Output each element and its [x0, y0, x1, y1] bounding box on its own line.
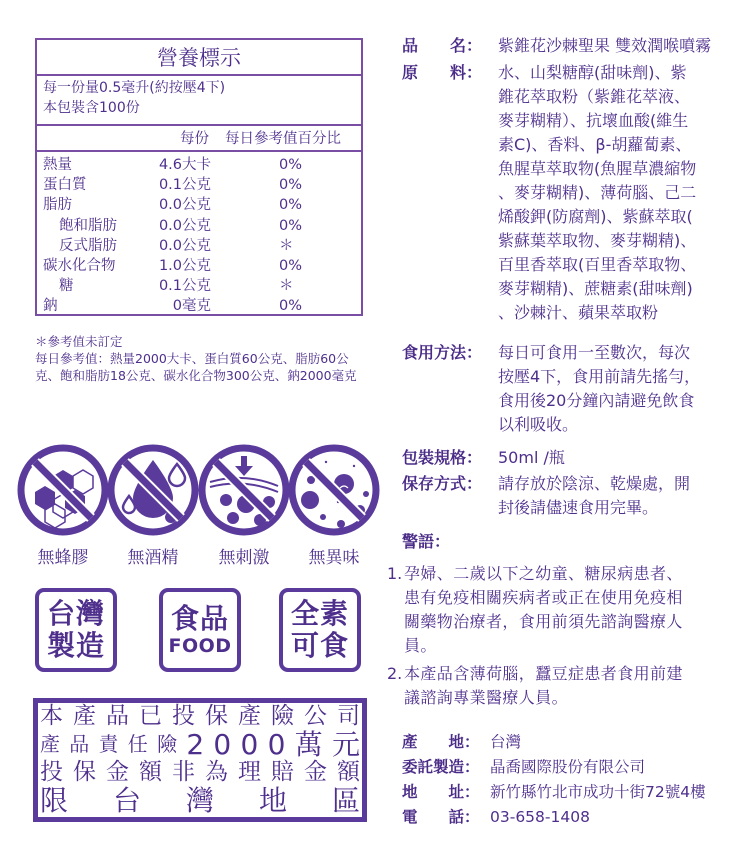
- text-line: 孕婦、二歲以下之幼童、糖尿病患者、: [404, 564, 683, 583]
- nutrient-amount: 0.0公克: [158, 237, 211, 254]
- insurance-char: 任: [127, 732, 148, 756]
- text-line: 關藥物治療者，食用前須先諮詢醫療人: [404, 612, 683, 631]
- text-line: 議諮詢專業醫療人員。: [404, 688, 569, 707]
- insurance-char: 投: [40, 759, 63, 785]
- warning-1: [387, 562, 732, 658]
- text-line: 患有免疫相關疾病者或正在使用免疫相: [404, 588, 683, 607]
- text-line: 紫蘇葉萃取物、麥芽糊精)、: [498, 231, 697, 250]
- insurance-char: 0: [267, 728, 286, 761]
- nutrient-name: 碳水化合物: [43, 257, 116, 274]
- nutrient-amount: 0.1公克: [158, 177, 211, 194]
- header-daily-pct: 每日參考值百分比: [225, 131, 341, 147]
- insurance-char: 產: [238, 703, 261, 729]
- insurance-notice: [33, 698, 367, 822]
- origin-field: [402, 730, 742, 754]
- insurance-char: 產: [40, 732, 60, 756]
- badge-text: 可食: [290, 629, 349, 662]
- phone-value: 03-658-1408: [490, 808, 590, 826]
- insurance-char: 品: [69, 732, 90, 756]
- nutrient-daily-pct: ＊: [279, 278, 294, 295]
- address-value: 新竹縣竹北市成功十街72號4樓: [490, 783, 706, 801]
- product-name-label: 品 名：: [402, 36, 483, 55]
- insurance-line-2: [40, 728, 360, 761]
- product-name-value: 紫錐花沙棘聖果 雙效潤喉噴霧: [498, 36, 712, 55]
- text-line: 本產品含薄荷腦，蠶豆症患者食用前建: [404, 664, 683, 683]
- text-line: 按壓4下，食用前請先搖勻，: [498, 367, 701, 386]
- insurance-char: 區: [331, 784, 360, 817]
- insurance-char: 保: [73, 759, 96, 785]
- usage-field: [402, 341, 742, 437]
- usage-label: 食用方法：: [402, 343, 483, 362]
- servings-per-pack: 本包裝含100份: [43, 100, 140, 116]
- no-odor-icon: [286, 442, 382, 538]
- nutrient-daily-pct: 0%: [279, 177, 303, 194]
- text-line: 烯酸鉀(防腐劑)、紫蘇萃取(: [498, 207, 693, 226]
- warning-2: [387, 662, 732, 710]
- warning-number: 2.: [387, 664, 403, 683]
- insurance-char: 險: [157, 732, 178, 756]
- insurance-char: 本: [40, 703, 63, 729]
- insurance-char: 0: [240, 728, 259, 761]
- nutrition-notes: [35, 333, 370, 384]
- nutrient-name: 脂肪: [43, 197, 72, 214]
- insurance-line-3: [40, 759, 360, 787]
- insurance-line-1: [40, 703, 360, 731]
- food-badge: [159, 588, 241, 672]
- insurance-char: 灣: [185, 784, 214, 817]
- nutrient-daily-pct: 0%: [279, 157, 303, 173]
- nutrient-daily-pct: 0%: [279, 257, 303, 274]
- badge-text: 全素: [290, 597, 349, 630]
- vegan-badge: [279, 588, 361, 672]
- text-line: 麥芽糊精)、蔗糖素(甜味劑): [498, 279, 693, 298]
- text-line: 水、山梨糖醇(甜味劑)、紫: [498, 63, 687, 82]
- insurance-char: 險: [271, 703, 294, 729]
- product-name-field: [402, 34, 742, 58]
- manufacturer-value: 晶喬國際股份有限公司: [490, 758, 646, 776]
- nutrition-facts-table: [35, 38, 363, 316]
- serving-info: [37, 76, 361, 126]
- insurance-char: 萬: [294, 728, 323, 761]
- icon-label-no-alcohol: 無酒精: [127, 548, 179, 568]
- insurance-char: 台: [112, 784, 141, 817]
- nutrition-row: [37, 195, 361, 215]
- insurance-char: 責: [98, 732, 119, 756]
- insurance-char: 非: [172, 759, 195, 785]
- text-line: 麥芽糊精）、抗壞血酸(維生: [498, 111, 689, 130]
- no-irritation-icon: [196, 442, 292, 538]
- origin-label: 產 地：: [402, 733, 480, 751]
- text-line: 素C)、香料、β-胡蘿蔔素、: [498, 135, 692, 154]
- nutrient-amount: 0.0公克: [158, 197, 211, 214]
- note-reference: 每日參考值：熱量2000大卡、蛋白質60公克、脂肪60公克、飽和脂肪18公克、碳水化合物300公克、鈉2000毫克: [35, 351, 357, 383]
- nutrient-name: 反式脂肪: [59, 237, 117, 254]
- nutrient-daily-pct: 0%: [279, 217, 303, 234]
- nutrient-daily-pct: 0%: [279, 197, 303, 214]
- nutrient-name: 鈉: [43, 298, 58, 315]
- package-value: 50ml /瓶: [498, 448, 565, 467]
- note-asterisk: ＊參考值未訂定: [35, 334, 123, 349]
- nutrition-row: [37, 155, 361, 175]
- phone-field: [402, 805, 742, 829]
- nutrition-title: 營養標示: [37, 40, 361, 76]
- text-line: 食用後20分鐘內請避免飲食: [498, 391, 695, 410]
- warning-text: [404, 662, 732, 710]
- nutrient-name: 熱量: [43, 157, 72, 173]
- insurance-char: 為: [205, 759, 228, 785]
- text-line: 請存放於陰涼、乾燥處，開: [498, 474, 691, 493]
- nutrient-daily-pct: ＊: [279, 237, 294, 254]
- nutrition-row: [37, 276, 361, 296]
- badge-text: 製造: [46, 629, 105, 662]
- insurance-char: 元: [331, 728, 360, 761]
- insurance-char: 產: [73, 703, 96, 729]
- nutrition-row: [37, 256, 361, 276]
- insurance-char: 2: [186, 728, 205, 761]
- badge-text: 台灣: [46, 597, 105, 630]
- insurance-char: 金: [106, 759, 129, 785]
- insurance-char: 投: [172, 703, 195, 729]
- usage-value: [498, 341, 742, 437]
- text-line: 錐花萃取粉（紫錐花萃液、: [498, 87, 691, 106]
- origin-value: 台灣: [490, 733, 522, 751]
- text-line: 、麥芽糊精)、薄荷腦、己二: [498, 183, 697, 202]
- warning-text: [404, 562, 732, 658]
- nutrient-amount: 0.0公克: [158, 217, 211, 234]
- text-line: 每日可食用一至數次，每次: [498, 343, 691, 362]
- nutrition-row: [37, 175, 361, 195]
- nutrition-header-row: [37, 126, 361, 152]
- text-line: 百里香萃取(百里香萃取物、: [498, 255, 697, 274]
- nutrient-name: 糖: [59, 278, 74, 295]
- insurance-char: 理: [238, 759, 261, 785]
- insurance-char: 公: [304, 703, 327, 729]
- icon-label-no-odor: 無異味: [308, 548, 360, 568]
- ingredients-field: [402, 61, 742, 325]
- text-line: 、沙棘汁、蘋果萃取粉: [498, 303, 659, 322]
- ingredients-label: 原 料：: [402, 63, 483, 82]
- nutrient-amount: 0毫克: [172, 298, 211, 315]
- nutrition-row: [37, 296, 361, 316]
- insurance-char: 已: [139, 703, 162, 729]
- insurance-char: 限: [40, 784, 69, 817]
- insurance-char: 地: [258, 784, 287, 817]
- manufacturer-field: [402, 755, 742, 779]
- insurance-line-4: [40, 784, 360, 817]
- insurance-char: 金: [304, 759, 327, 785]
- insurance-char: 0: [213, 728, 232, 761]
- no-propolis-icon: [15, 442, 111, 538]
- nutrition-row: [37, 216, 361, 236]
- storage-value: [498, 472, 742, 520]
- manufacturer-label: 委託製造：: [402, 758, 480, 776]
- badge-text: FOOD: [168, 635, 232, 657]
- badge-text: 食品: [170, 602, 229, 635]
- insurance-char: 額: [337, 759, 360, 785]
- text-line: 員。: [404, 636, 437, 655]
- insurance-char: 司: [337, 703, 360, 729]
- storage-field: [402, 472, 742, 520]
- nutrient-name: 蛋白質: [43, 177, 87, 194]
- nutrition-rows: [37, 152, 361, 317]
- storage-label: 保存方式：: [402, 474, 483, 493]
- made-in-taiwan-badge: [35, 588, 117, 672]
- insurance-char: 額: [139, 759, 162, 785]
- text-line: 以利吸收。: [498, 415, 579, 434]
- package-field: [402, 446, 742, 470]
- nutrient-amount: 0.1公克: [158, 278, 211, 295]
- insurance-char: 品: [106, 703, 129, 729]
- warning-label: 警語：: [402, 532, 451, 551]
- nutrition-row: [37, 236, 361, 256]
- package-label: 包裝規格：: [402, 448, 483, 467]
- serving-size: 每一份量0.5毫升(約按壓4下): [43, 80, 226, 96]
- text-line: 魚腥草萃取物(魚腥草濃縮物: [498, 159, 697, 178]
- header-per-serving: 每份: [180, 131, 209, 147]
- icon-label-no-irritation: 無刺激: [218, 548, 270, 568]
- insurance-char: 賠: [271, 759, 294, 785]
- nutrient-daily-pct: 0%: [279, 298, 303, 315]
- no-alcohol-icon: [105, 442, 201, 538]
- phone-label: 電 話：: [402, 808, 480, 826]
- nutrient-amount: 4.6大卡: [158, 157, 211, 173]
- ingredients-value: [498, 61, 742, 325]
- text-line: 封後請儘速食用完畢。: [498, 498, 659, 517]
- insurance-char: 保: [205, 703, 228, 729]
- icon-label-no-propolis: 無蜂膠: [37, 548, 89, 568]
- address-label: 地 址：: [402, 783, 480, 801]
- warning-number: 1.: [387, 564, 403, 583]
- address-field: [402, 780, 742, 804]
- nutrient-name: 飽和脂肪: [59, 217, 117, 234]
- nutrient-amount: 1.0公克: [158, 257, 211, 274]
